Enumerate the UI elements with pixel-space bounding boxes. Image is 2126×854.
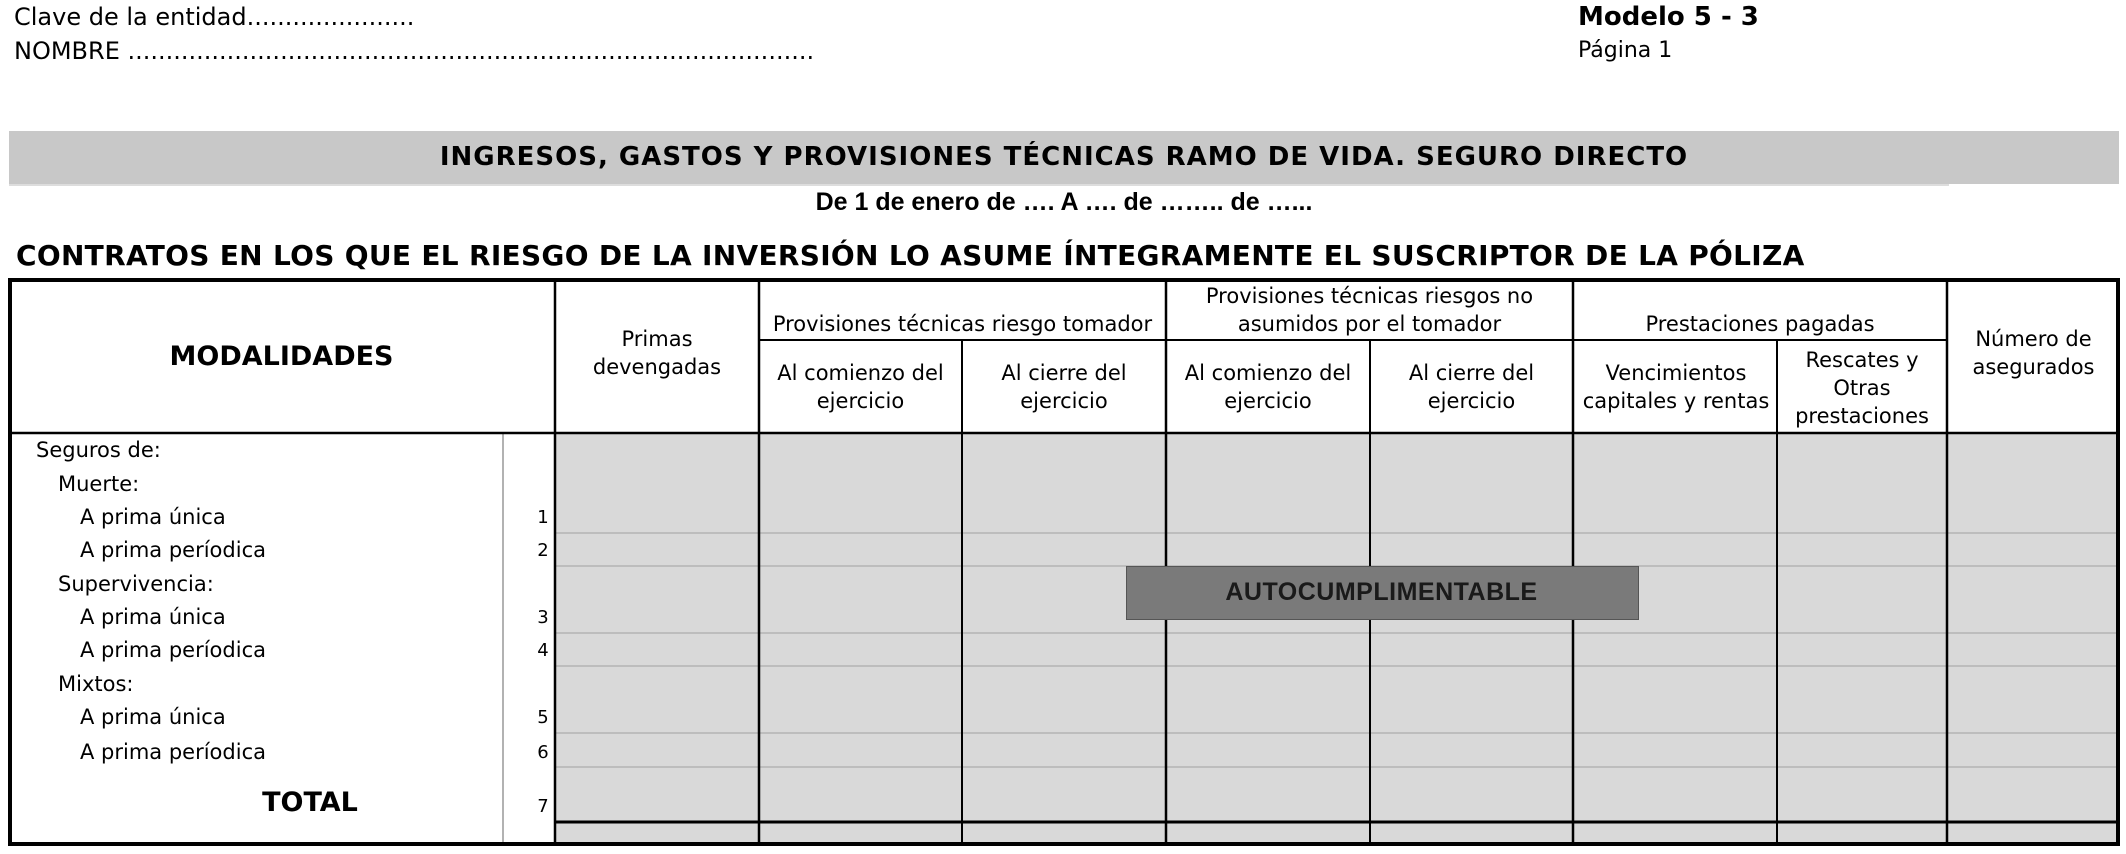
- row-number: 3: [537, 607, 549, 628]
- row-number: 6: [537, 742, 549, 763]
- col-primas-header: Primas devengadas: [592, 327, 722, 379]
- autocumplimentable-label: AUTOCUMPLIMENTABLE: [1225, 578, 1538, 606]
- row-number: 4: [537, 640, 549, 661]
- section-subtitle: CONTRATOS EN LOS QUE EL RIESGO DE LA INVERSIÓN LO ASUME ÍNTEGRAMENTE EL SUSCRIPTOR DE LA PÓLIZA: [16, 239, 1805, 272]
- data-area-fill: [555, 433, 2118, 844]
- group-prov-no-asumidos-header: Provisiones técnicas riesgos no asumidos por el tomador: [1205, 284, 1534, 336]
- row-label: Supervivencia:: [58, 572, 214, 596]
- col-modalidades-header: MODALIDADES: [169, 341, 394, 372]
- total-row-number: 7: [537, 796, 549, 817]
- row-label: A prima única: [80, 505, 226, 529]
- group-prestaciones-header: Prestaciones pagadas: [1645, 312, 1875, 336]
- total-label: TOTAL: [262, 787, 358, 818]
- page-number: Página 1: [1578, 38, 1673, 63]
- sub-rescates-header: Rescates y Otras prestaciones: [1795, 348, 1929, 428]
- group-prov-tomador-header: Provisiones técnicas riesgo tomador: [772, 312, 1153, 336]
- row-label: Muerte:: [58, 472, 140, 496]
- row-label: A prima única: [80, 605, 226, 629]
- model-number: Modelo 5 - 3: [1578, 2, 1759, 32]
- row-label: A prima períodica: [80, 638, 266, 662]
- row-label: A prima períodica: [80, 538, 266, 562]
- row-label: Mixtos:: [58, 672, 134, 696]
- sub-comienzo-header: Al comienzo del ejercicio: [1184, 361, 1352, 413]
- entity-name-field: NOMBRE ..........................................................................................: [14, 37, 815, 65]
- sub-cierre-header: Al cierre del ejercicio: [1408, 361, 1535, 413]
- sub-comienzo-header: Al comienzo del ejercicio: [777, 361, 944, 413]
- row-label: A prima única: [80, 705, 226, 729]
- row-number: 2: [537, 540, 549, 561]
- row-label: A prima períodica: [80, 740, 266, 764]
- sub-cierre-header: Al cierre del ejercicio: [1001, 361, 1127, 413]
- entity-key-field: Clave de la entidad......................: [14, 3, 415, 31]
- sub-vencimientos-header: Vencimientos capitales y rentas: [1582, 361, 1770, 413]
- page-title: INGRESOS, GASTOS Y PROVISIONES TÉCNICAS RAMO DE VIDA. SEGURO DIRECTO: [439, 142, 1689, 172]
- col-numero-header: Número de asegurados: [1972, 327, 2095, 379]
- period-line: De 1 de enero de …. A …. de …….. de …...: [815, 188, 1313, 216]
- row-number: 5: [537, 707, 549, 728]
- row-number: 1: [537, 507, 549, 528]
- row-label: Seguros de:: [36, 438, 161, 462]
